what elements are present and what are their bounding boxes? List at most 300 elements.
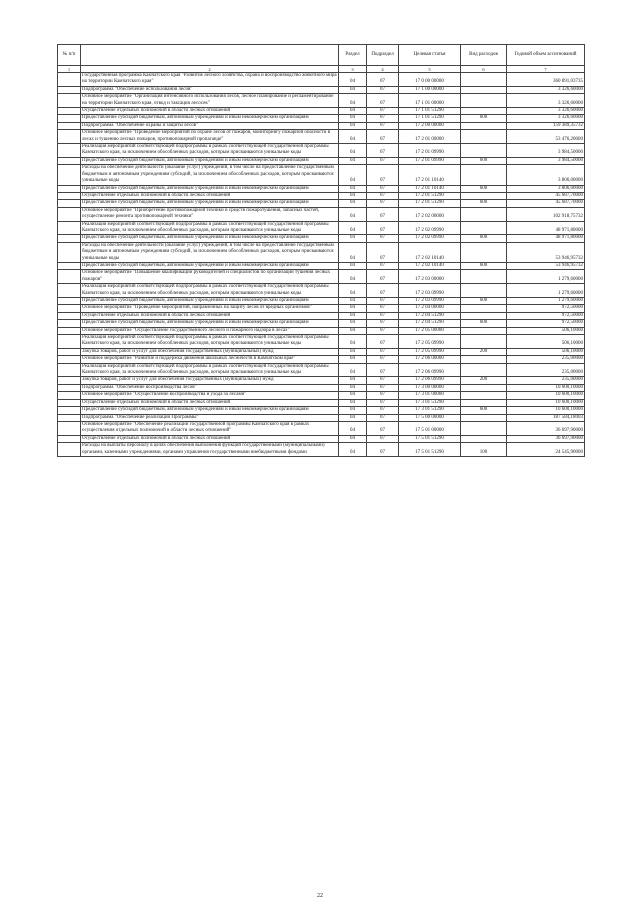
row-podrazdel: 07 [367,115,399,122]
table-row [58,221,585,235]
table-row [58,443,585,457]
row-target-article: 17 3 01 00000 [399,392,461,399]
row-podrazdel: 07 [367,312,399,319]
row-amount: 48 971,80000 [507,235,585,242]
row-amount: 3 806,00000 [507,185,585,192]
row-expense-type: 600 [461,235,507,242]
table-row [58,392,585,399]
row-podrazdel: 07 [367,262,399,269]
row-razdel: 04 [339,207,367,221]
row-expense-type [461,312,507,319]
col-number: 4 [367,66,399,73]
row-amount: 53 946,95732 [507,262,585,269]
row-amount: 3 326,60000 [507,108,585,115]
row-target-article: 17 2 01 00000 [399,130,461,144]
row-target-article: 17 2 00 00000 [399,122,461,129]
row-amount: 45 687,70000 [507,192,585,199]
row-razdel: 04 [339,414,367,421]
row-podrazdel: 07 [367,435,399,442]
table-row [58,94,585,108]
row-number [58,312,81,319]
row-razdel: 04 [339,242,367,262]
row-name: Подпрограмма "Обеспечение воспроизводства лесов" [81,384,339,391]
row-number [58,363,81,377]
row-razdel: 04 [339,115,367,122]
row-amount: 48 971,80000 [507,221,585,235]
table-row [58,377,585,384]
row-expense-type: 200 [461,348,507,355]
row-razdel: 04 [339,94,367,108]
row-target-article: 17 0 00 00000 [399,73,461,87]
row-expense-type [461,435,507,442]
col-number: 3 [339,66,367,73]
row-razdel: 04 [339,421,367,435]
row-number [58,157,81,164]
row-number [58,348,81,355]
row-amount: 187 584,18003 [507,414,585,421]
row-razdel: 04 [339,348,367,355]
row-number [58,185,81,192]
row-expense-type [461,284,507,298]
header-podrazdel: Подраздел [367,45,399,66]
row-expense-type: 600 [461,185,507,192]
row-name: Основное мероприятие "Приобретение противопожарной техники и средств пожаротушения, запасных частей, осуществление ремонта противопожарной техники" [81,207,339,221]
row-expense-type: 600 [461,115,507,122]
row-name: Основное мероприятие "Организация интенсивного использования лесов, лесное планирование и регламентирование на территории Камчатского края, отвод и таксация лесосек" [81,94,339,108]
row-name: Предоставление субсидий бюджетным, автономным учреждениям и иным некоммерческим организациям [81,185,339,192]
row-amount: 1 279,60000 [507,284,585,298]
row-name: Предоставление субсидий бюджетным, автономным учреждениям и иным некоммерческим организациям [81,407,339,414]
table-row [58,144,585,158]
row-name: Основное мероприятие "Осуществление государственного лесного и пожарного надзора в лесах" [81,327,339,334]
row-razdel: 04 [339,122,367,129]
row-amount: 36 697,90000 [507,421,585,435]
row-amount: 24 545,90000 [507,443,585,457]
row-target-article: 17 3 01 51290 [399,407,461,414]
row-amount: 10 600,10000 [507,392,585,399]
table-row [58,73,585,87]
row-razdel: 04 [339,192,367,199]
row-razdel: 04 [339,157,367,164]
row-podrazdel: 07 [367,165,399,185]
row-number [58,399,81,406]
row-expense-type [461,392,507,399]
table-body [58,73,585,457]
row-number [58,108,81,115]
col-number: 2 [81,66,339,73]
row-podrazdel: 07 [367,320,399,327]
row-expense-type [461,221,507,235]
row-podrazdel: 07 [367,421,399,435]
row-amount: 235,00000 [507,356,585,363]
row-target-article: 17 2 03 00000 [399,270,461,284]
row-amount: 10 600,10000 [507,407,585,414]
row-podrazdel: 07 [367,399,399,406]
row-razdel: 04 [339,298,367,305]
row-razdel: 04 [339,435,367,442]
row-number [58,320,81,327]
table-row [58,130,585,144]
row-name: Реализация мероприятий соответствующей подпрограммы в рамках соответствующей государственной программы Камчатского края, за исключением обособленных расходов, которым присваиваются уникальные коды [81,221,339,235]
row-podrazdel: 07 [367,192,399,199]
row-expense-type: 600 [461,320,507,327]
appropriations-table [57,44,585,457]
row-podrazdel: 07 [367,298,399,305]
row-name: Подпрограмма "Обеспечение охраны и защиты лесов" [81,122,339,129]
row-name: Осуществление отдельных полномочий в области лесных отношений [81,192,339,199]
row-razdel: 04 [339,335,367,349]
row-name: Реализация мероприятий соответствующей подпрограммы в рамках соответствующей государственной программы Камчатского края, за исключением обособленных расходов, которым присваиваются уникальные коды [81,284,339,298]
row-amount: 972,50000 [507,305,585,312]
row-expense-type [461,94,507,108]
row-expense-type [461,73,507,87]
table-row [58,407,585,414]
row-podrazdel: 07 [367,284,399,298]
row-name: Закупка товаров, работ и услуг для обеспечения государственных (муниципальных) нужд [81,348,339,355]
row-amount: 10 600,10000 [507,399,585,406]
row-podrazdel: 07 [367,185,399,192]
row-podrazdel: 07 [367,235,399,242]
row-name: Закупка товаров, работ и услуг для обеспечения государственных (муниципальных) нужд [81,377,339,384]
table-row [58,108,585,115]
row-podrazdel: 07 [367,414,399,421]
row-target-article: 17 5 00 00000 [399,414,461,421]
row-target-article: 17 2 03 09990 [399,284,461,298]
row-expense-type: 200 [461,377,507,384]
col-number: 6 [461,66,507,73]
row-expense-type [461,165,507,185]
row-podrazdel: 07 [367,356,399,363]
table-row [58,320,585,327]
row-number [58,298,81,305]
row-name: Подпрограмма "Обеспечение использования лесов" [81,86,339,93]
row-expense-type [461,327,507,334]
header-name [81,45,339,66]
row-amount: 36 697,90000 [507,435,585,442]
row-razdel: 04 [339,73,367,87]
row-number [58,221,81,235]
table-row [58,192,585,199]
row-number [58,392,81,399]
row-target-article: 17 2 01 09990 [399,157,461,164]
col-number: 7 [507,66,585,73]
col-number: 1 [58,66,81,73]
row-podrazdel: 07 [367,384,399,391]
row-amount: 1 279,60000 [507,270,585,284]
row-name: Подпрограмма "Обеспечение реализации Программы" [81,414,339,421]
row-razdel: 04 [339,392,367,399]
row-expense-type: 600 [461,407,507,414]
table-row [58,305,585,312]
row-target-article: 17 2 04 51290 [399,320,461,327]
row-amount: 972,50000 [507,320,585,327]
header-annual-amount: Годовой объем ассигнований [507,45,585,66]
row-razdel: 04 [339,144,367,158]
row-amount: 360 891,03735 [507,73,585,87]
row-expense-type [461,207,507,221]
row-name: Реализация мероприятий соответствующей подпрограммы в рамках соответствующей государственной программы Камчатского края, за исключением обособленных расходов, которым присваиваются уникальные коды [81,335,339,349]
row-expense-type [461,363,507,377]
row-razdel: 04 [339,262,367,269]
table-row [58,242,585,262]
table-row [58,235,585,242]
row-podrazdel: 07 [367,270,399,284]
table-row [58,284,585,298]
row-name: Основное мероприятие "Проведение мероприятий по охране лесов от пожаров, мониторингу пожарной опасности в лесах и тушению лесных пожаров, противопожарной пропаганде" [81,130,339,144]
row-expense-type [461,86,507,93]
row-amount: 235,00000 [507,363,585,377]
table-row [58,414,585,421]
row-name: Предоставление субсидий бюджетным, автономным учреждениям и иным некоммерческим организациям [81,115,339,122]
row-number [58,327,81,334]
row-amount: 3 326,60000 [507,86,585,93]
row-name: Предоставление субсидий бюджетным, автономным учреждениям и иным некоммерческим организациям [81,157,339,164]
row-number [58,384,81,391]
row-name: Основное мероприятие "Проведение мероприятий, направленных на защиту лесов от вредных организмов" [81,305,339,312]
row-expense-type: 600 [461,157,507,164]
table-row [58,384,585,391]
row-razdel: 04 [339,320,367,327]
header-expense-type: Вид расходов [461,45,507,66]
row-number [58,335,81,349]
row-razdel: 04 [339,200,367,207]
row-amount: 3 326,60000 [507,94,585,108]
row-razdel: 04 [339,221,367,235]
row-amount: 159 389,35732 [507,122,585,129]
table-row [58,207,585,221]
table-row [58,348,585,355]
row-amount: 3 806,00000 [507,165,585,185]
table-row [58,435,585,442]
row-number [58,192,81,199]
row-name: Предоставление субсидий бюджетным, автономным учреждениям и иным некоммерческим организациям [81,235,339,242]
table-row [58,200,585,207]
row-razdel: 04 [339,384,367,391]
row-podrazdel: 07 [367,377,399,384]
row-amount: 3 984,50000 [507,157,585,164]
row-expense-type [461,414,507,421]
row-name: Государственная программа Камчатского края "Развитие лесного хозяйства, охрана и воспроизводство животного мира на территории Камчатского края" [82,73,337,85]
row-expense-type: 600 [461,298,507,305]
row-razdel: 04 [339,407,367,414]
table-row [58,363,585,377]
row-expense-type [461,384,507,391]
row-expense-type: 600 [461,200,507,207]
row-name: Расходы на обеспечение деятельности (оказание услуг) учреждений, в том числе на предоставление государственным бюджетным и автономным учреждениям субсидий, за исключением обособленных расходов, которым присваиваются уникальные коды [81,165,339,185]
table-row [58,335,585,349]
row-name: Осуществление отдельных полномочий в области лесных отношений [81,108,339,115]
header-n: № п/п [58,45,81,66]
row-razdel: 04 [339,305,367,312]
row-razdel: 04 [339,377,367,384]
header-razdel: Раздел [339,45,367,66]
header-target-article: Целевая статья [399,45,461,66]
row-expense-type [461,242,507,262]
row-number [58,421,81,435]
row-target-article: 17 2 06 09990 [399,377,461,384]
row-target-article: 17 2 02 09990 [399,221,461,235]
row-razdel: 04 [339,284,367,298]
row-target-article: 17 3 00 00000 [399,384,461,391]
table-header-row [58,45,585,66]
row-podrazdel: 07 [367,157,399,164]
row-podrazdel: 07 [367,305,399,312]
row-number [58,235,81,242]
row-podrazdel: 07 [367,94,399,108]
row-name: Предоставление субсидий бюджетным, автономным учреждениям и иным некоммерческим организациям [81,298,339,305]
row-target-article: 17 2 04 00000 [399,305,461,312]
row-target-article: 17 2 02 10140 [399,262,461,269]
row-target-article: 17 1 01 51290 [399,108,461,115]
row-number [58,207,81,221]
row-podrazdel: 07 [367,443,399,457]
row-target-article: 17 2 01 10140 [399,165,461,185]
row-amount: 3 984,50000 [507,144,585,158]
row-target-article: 17 2 01 51290 [399,192,461,199]
row-target-article: 17 2 02 09990 [399,235,461,242]
table-row [58,262,585,269]
row-number [58,414,81,421]
table-row [58,421,585,435]
row-name: Реализация мероприятий соответствующей подпрограммы в рамках соответствующей государственной программы Камчатского края, за исключением обособленных расходов, которым присваиваются уникальные коды [81,363,339,377]
row-podrazdel: 07 [367,122,399,129]
row-podrazdel: 07 [367,86,399,93]
row-podrazdel: 07 [367,327,399,334]
row-amount: 506,10000 [507,335,585,349]
page-number: 22 [317,893,323,899]
row-expense-type [461,335,507,349]
table-row [58,157,585,164]
table-row [58,399,585,406]
row-razdel: 04 [339,185,367,192]
row-target-article: 17 3 01 51290 [399,399,461,406]
row-razdel: 04 [339,356,367,363]
row-expense-type [461,144,507,158]
row-number [58,122,81,129]
row-number [58,86,81,93]
row-number [58,165,81,185]
row-razdel: 04 [339,399,367,406]
row-name: Основное мероприятие "Повышение квалификации руководителей и специалистов по организации тушения лесных пожаров" [81,270,339,284]
row-number [58,407,81,414]
row-podrazdel: 07 [367,144,399,158]
table-row [58,298,585,305]
row-target-article: 17 2 05 00000 [399,327,461,334]
row-amount: 10 600,10000 [507,384,585,391]
row-podrazdel: 07 [367,242,399,262]
row-podrazdel: 07 [367,73,399,87]
row-amount: 45 687,70000 [507,200,585,207]
row-expense-type [461,192,507,199]
row-target-article: 17 5 01 00000 [399,421,461,435]
col-number: 5 [399,66,461,73]
row-name: Осуществление отдельных полномочий в области лесных отношений [81,435,339,442]
row-podrazdel: 07 [367,130,399,144]
row-expense-type [461,421,507,435]
row-target-article: 17 1 01 00000 [399,94,461,108]
row-number [58,305,81,312]
row-name: Предоставление субсидий бюджетным, автономным учреждениям и иным некоммерческим организациям [81,200,339,207]
row-razdel: 04 [339,165,367,185]
row-amount: 3 326,60000 [507,115,585,122]
row-number [58,377,81,384]
row-expense-type [461,122,507,129]
row-name: Расходы на обеспечение деятельности (оказание услуг) учреждений, в том числе на предоставление государственным бюджетным и автономным учреждениям субсидий, за исключением обособленных расходов, которым присваиваются уникальные коды [81,242,339,262]
row-podrazdel: 07 [367,335,399,349]
row-target-article: 17 2 01 51290 [399,200,461,207]
row-podrazdel: 07 [367,348,399,355]
row-number [58,115,81,122]
row-name: Предоставление субсидий бюджетным, автономным учреждениям и иным некоммерческим организациям [81,320,339,327]
row-razdel: 04 [339,108,367,115]
row-number [58,200,81,207]
row-razdel: 04 [339,86,367,93]
row-podrazdel: 07 [367,108,399,115]
row-expense-type [461,130,507,144]
row-amount: 972,50000 [507,312,585,319]
table-row [58,86,585,93]
row-expense-type: 100 [461,443,507,457]
row-number [58,356,81,363]
row-expense-type [461,356,507,363]
row-amount: 1 279,60000 [507,298,585,305]
table-row [58,122,585,129]
row-expense-type [461,399,507,406]
row-target-article: 17 2 06 09990 [399,363,461,377]
table-row [58,312,585,319]
row-name: Осуществление отдельных полномочий в области лесных отношений [81,399,339,406]
row-amount: 235,00000 [507,377,585,384]
row-number [58,73,81,87]
table-row [58,165,585,185]
row-podrazdel: 07 [367,407,399,414]
row-expense-type [461,270,507,284]
row-name: Основное мероприятие "Развитие и поддержка движения школьных лесничеств в Камчатском крае" [81,356,339,363]
row-name: Расходы на выплаты персоналу в целях обеспечения выполнения функций государственными (муниципальными) органами, казенными учреждениями, органами управления государственными внебюджетными фондами [81,443,339,457]
row-target-article: 17 1 00 00000 [399,86,461,93]
table-row [58,356,585,363]
row-amount: 53 476,20000 [507,130,585,144]
row-number [58,242,81,262]
row-amount: 102 918,75732 [507,207,585,221]
row-name: Осуществление отдельных полномочий в области лесных отношений [81,312,339,319]
row-target-article: 17 2 01 10140 [399,185,461,192]
row-podrazdel: 07 [367,363,399,377]
row-target-article: 17 2 02 00000 [399,207,461,221]
row-target-article: 17 5 01 51290 [399,443,461,457]
row-name: Основное мероприятие "Обеспечение реализации государственной программы Камчатского края в рамках осуществления отдельных полномочий в области лесных отношений" [81,421,339,435]
row-target-article: 17 2 03 09990 [399,298,461,305]
row-podrazdel: 07 [367,392,399,399]
row-podrazdel: 07 [367,200,399,207]
row-razdel: 04 [339,327,367,334]
row-number [58,284,81,298]
row-amount: 506,10000 [507,327,585,334]
row-target-article: 17 2 05 09990 [399,335,461,349]
row-name: Предоставление субсидий бюджетным, автономным учреждениям и иным некоммерческим организациям [81,262,339,269]
row-razdel: 04 [339,363,367,377]
row-razdel: 04 [339,270,367,284]
table-row [58,270,585,284]
row-target-article: 17 5 01 51290 [399,435,461,442]
row-target-article: 17 2 06 00000 [399,356,461,363]
row-target-article: 17 2 04 51290 [399,312,461,319]
table-row [58,115,585,122]
row-number [58,443,81,457]
row-name: Основное мероприятие "Осуществление воспроизводства и ухода за лесами" [81,392,339,399]
row-expense-type [461,108,507,115]
row-name: Реализация мероприятий соответствующей подпрограммы в рамках соответствующей государственной программы Камчатского края, за исключением обособленных расходов, которым присваиваются уникальные коды [81,144,339,158]
